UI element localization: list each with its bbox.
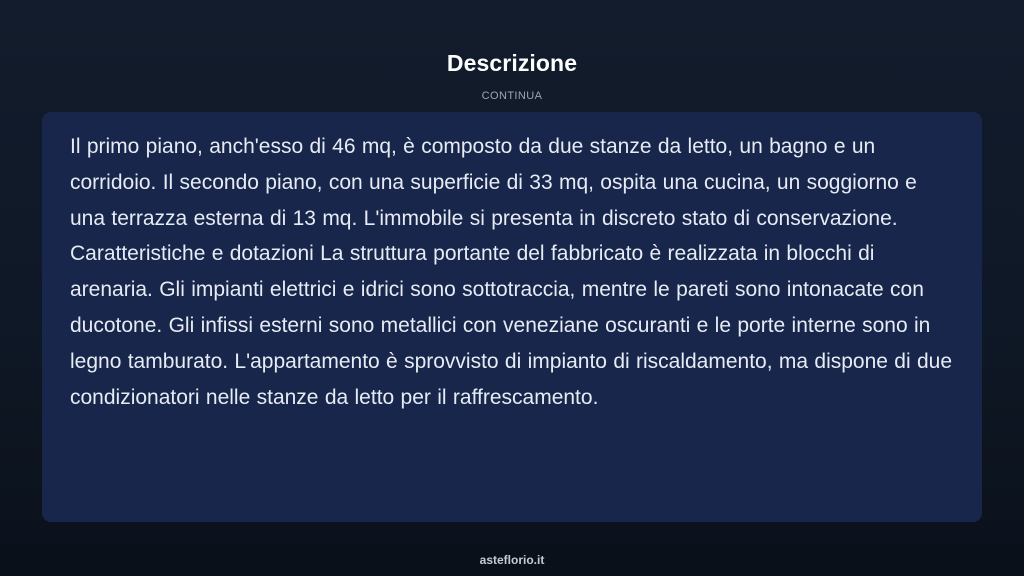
- site-name: asteflorio.it: [479, 553, 545, 567]
- description-text: Il primo piano, anch'esso di 46 mq, è composto da due stanze da letto, un bagno e un corridoio. Il secondo piano, con una superficie di 33 mq, ospita una cucina, un soggiorno e una terrazza esterna di 13 mq. L'immobile si presenta in discreto stato di conservazione. Caratteristiche e dotazioni La struttura portante del fabbricato è realizzata in blocchi di arenaria. Gli impianti elettrici e idrici sono sottotraccia, mentre le pareti sono intonacate con ducotone. Gli infissi esterni sono metallici con veneziane oscuranti e le porte interne sono in legno tamburato. L'appartamento è sprovvisto di impianto di riscaldamento, ma dispone di due condizionatori nelle stanze da letto per il raffrescamento.: [70, 135, 953, 409]
- continuation-label: CONTINUA: [481, 90, 543, 102]
- page-title: Descrizione: [446, 50, 578, 76]
- description-card: [42, 112, 982, 522]
- footer-bar: [0, 544, 1024, 576]
